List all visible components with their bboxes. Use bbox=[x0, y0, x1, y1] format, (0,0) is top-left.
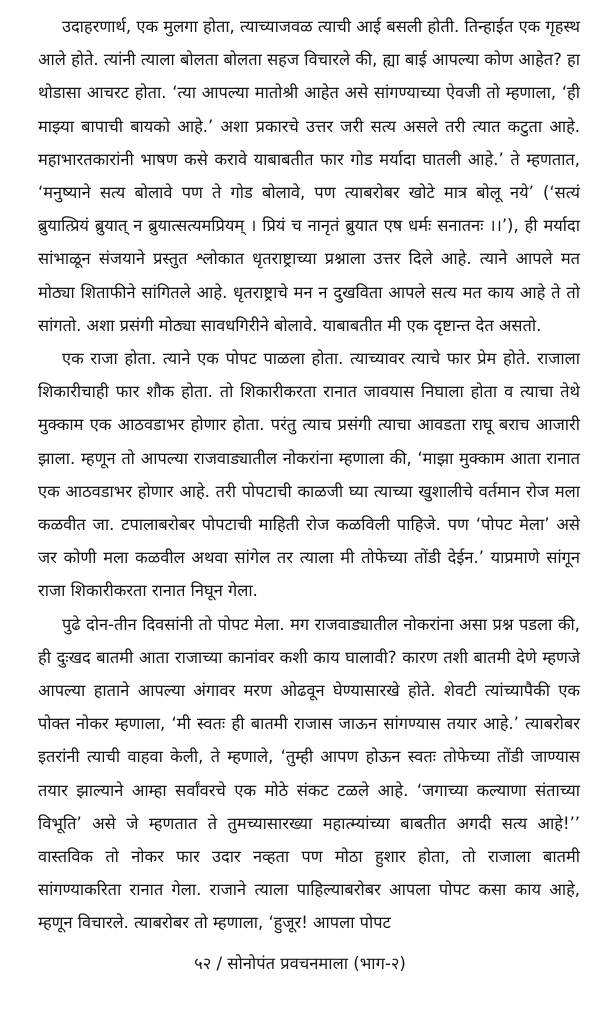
page-footer: ५२ / सोनोपंत प्रवचनमाला (भाग-२) bbox=[194, 954, 406, 973]
paragraph-3: पुढे दोन-तीन दिवसांनी तो पोपट मेला. मग राजवाड्यातील नोकरांना असा प्रश्न पडला की, ही दुःखद बातमी आता राजाच्या कानांवर कशी काय घालावी? कारण तशी बातमी देणे म्हणजे आपल्या हाताने आपल्या अंगावर मरण ओढवून घेण्यासारखे होते. शेवटी त्यांच्यापैकी एक पोक्त नोकर म्हणाला, ‘मी स्वतः ही बातमी राजास जाऊन सांगण्यास तयार आहे.’ त्याबरोबर इतरांनी त्याची वाहवा केली, ते म्हणाले, ‘तुम्ही आपण होऊन स्वतः तोफेच्या तोंडी जाण्यास तयार झाल्याने आम्हा सर्वांवरचे एक मोठे संकट टळले आहे. ‘जगाच्या कल्याणा संताच्या विभूति’ असे जे म्हणतात ते तुमच्यासारख्या महात्म्यांच्या बाबतीत अगदी सत्य आहे!’’ वास्तविक तो नोकर फार उदार नव्हता पण मोठा हुशार होता, तो राजाला बातमी सांगण्याकरिता रानात गेला. राजाने त्याला पाहिल्याबरोबर आपला पोपट कसा काय आहे, म्हणून विचारले. त्याबरोबर तो म्हणाला, ‘हुजूर! आपला पोपट bbox=[38, 614, 580, 933]
paragraph-2: एक राजा होता. त्याने एक पोपट पाळला होता. त्याच्यावर त्याचे फार प्रेम होते. राजाला शिकारीचाही फार शौक होता. तो शिकारीकरता रानात जावयास निघाला होता व त्याचा तेथे मुक्काम एक आठवडाभर होणार होता. परंतु त्याच प्रसंगी त्याचा आवडता राघू बराच आजारी झाला. म्हणून तो आपल्या राजवाड्यातील नोकरांना म्हणाला की, ‘माझा मुक्काम आता रानात एक आठवडाभर होणार आहे. तरी पोपटाची काळजी घ्या त्याच्या खुशालीचे वर्तमान रोज मला कळवीत जा. टपालाबरोबर पोपटाची माहिती रोज कळविली पाहिजे. पण ‘पोपट मेला’ असे जर कोणी मला कळवील अथवा सांगेल तर त्याला मी तोफेच्या तोंडी देईन.’ याप्रमाणे सांगून राजा शिकारीकरता रानात निघून गेला. bbox=[38, 349, 580, 601]
paragraph-1: उदाहरणार्थ, एक मुलगा होता, त्याच्याजवळ त्याची आई बसली होती. तिन्हाईत एक गृहस्थ आले होते. त्यांनी त्याला बोलता बोलता सहज विचारले की, ह्या बाई आपल्या कोण आहेत? हा थोडासा आचरट होता. ‘त्या आपल्या मातोश्री आहेत असे सांगण्याच्या ऐवजी तो म्हणाला, ‘ही माझ्या बापाची बायको आहे.’ अशा प्रकारचे उत्तर जरी सत्य असले तरी त्यात कटुता आहे. महाभारतकारांनी भाषण कसे करावे याबाबतीत फार गोड मर्यादा घातली आहे.’ ते म्हणतात, ‘मनुष्याने सत्य बोलावे पण ते गोड बोलावे, पण त्याबरोबर खोटे मात्र बोलू नये’ (‘सत्यं ब्रुयात्प्रियं ब्रुयात् न ब्रुयात्सत्यमप्रियम् । प्रियं च नानृतं ब्रुयात एष धर्मः सनातनः ।।’), ही मर्यादा सांभाळून संजयाने प्रस्तुत श्लोकात धृतराष्ट्राच्या प्रश्नाला उत्तर दिले आहे. त्याने आपले मत मोठ्या शिताफीने सांगितले आहे. धृतराष्ट्राचे मन न दुखविता आपले सत्य मत काय आहे ते तो सांगतो. अशा प्रसंगी मोठ्या सावधगिरीने बोलावे. याबाबतीत मी एक दृष्टान्त देत असतो. bbox=[38, 17, 580, 335]
body-text bbox=[38, 10, 580, 940]
